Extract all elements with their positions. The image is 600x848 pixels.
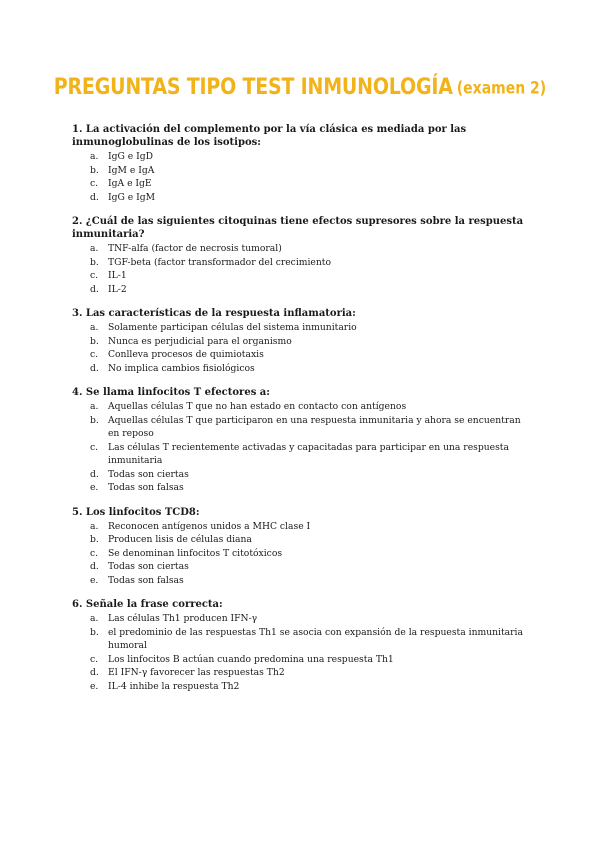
option-text: Solamente participan células del sistema inmunitario xyxy=(108,322,357,333)
option-item xyxy=(72,680,534,694)
option-list xyxy=(72,400,534,495)
question-text: 6. Señale la frase correcta: xyxy=(72,599,223,610)
option-item xyxy=(72,269,534,283)
option-letter: d. xyxy=(90,667,99,678)
option-item xyxy=(72,653,534,667)
option-letter: b. xyxy=(90,534,99,545)
option-item xyxy=(72,283,534,297)
question-text: 2. ¿Cuál de las siguientes citoquinas tiene efectos supresores sobre la respuesta inmunitaria? xyxy=(72,216,524,240)
option-text: Todas son falsas xyxy=(108,574,184,586)
option-text: Aquellas células T que no han estado en contacto con antígenos xyxy=(108,401,407,412)
option-item xyxy=(72,574,534,588)
option-letter: c. xyxy=(90,349,99,360)
question-6 xyxy=(72,598,534,693)
option-text: IgM e IgA xyxy=(108,164,155,176)
option-item xyxy=(72,468,534,482)
option-text: IgG e IgD xyxy=(108,151,154,162)
question-text: 5. Los linfocitos TCD8: xyxy=(72,506,200,518)
option-text: Las células T recientemente activadas y capacitadas para participar en una respuesta inmunitaria xyxy=(108,441,509,466)
question-2 xyxy=(72,215,534,296)
page-title xyxy=(0,76,600,98)
question-5 xyxy=(72,506,534,588)
option-letter: b. xyxy=(90,256,99,268)
option-item xyxy=(72,164,534,178)
option-letter: e. xyxy=(90,574,99,586)
option-item xyxy=(72,533,534,547)
option-item xyxy=(72,348,534,362)
question-text: 3. Las características de la respuesta inflamatoria: xyxy=(72,308,356,319)
option-item xyxy=(72,335,534,349)
option-letter: d. xyxy=(90,561,99,572)
option-letter: a. xyxy=(90,520,99,532)
option-letter: a. xyxy=(90,243,99,254)
option-list xyxy=(72,612,534,693)
option-letter: b. xyxy=(90,414,99,426)
option-text: TNF-alfa (factor de necrosis tumoral) xyxy=(108,243,282,254)
question-text: 1. La activación del complemento por la vía clásica es mediada por las inmunoglobulinas de los isotipos: xyxy=(72,124,467,148)
option-text: Todas son ciertas xyxy=(108,561,189,572)
option-item xyxy=(72,242,534,256)
option-list xyxy=(72,520,534,588)
option-letter: d. xyxy=(90,468,99,480)
question-3 xyxy=(72,307,534,375)
question-list xyxy=(72,123,534,704)
option-letter: c. xyxy=(90,441,99,453)
option-text: TGF-beta (factor transformador del crecimiento xyxy=(108,256,331,268)
option-text: Se denominan linfocitos T citotóxicos xyxy=(108,547,283,559)
option-item xyxy=(72,666,534,680)
option-text: El IFN-γ favorecer las respuestas Th2 xyxy=(108,667,285,678)
option-text: Reconocen antígenos unidos a MHC clase I xyxy=(108,520,311,532)
option-text: IL-2 xyxy=(108,283,127,295)
option-letter: b. xyxy=(90,164,99,176)
option-letter: a. xyxy=(90,151,99,162)
option-letter: e. xyxy=(90,482,99,493)
option-text: Conlleva procesos de quimiotaxis xyxy=(108,349,264,360)
option-letter: b. xyxy=(90,626,99,638)
option-item xyxy=(72,481,534,495)
question-4 xyxy=(72,386,534,495)
question-text: 4. Se llama linfocitos T efectores a: xyxy=(72,387,270,398)
option-item xyxy=(72,256,534,270)
option-item xyxy=(72,441,534,468)
option-text: el predominio de las respuestas Th1 se asocia con expansión de la respuesta inmunitaria humoral xyxy=(108,626,523,651)
option-item xyxy=(72,321,534,335)
option-text: Los linfocitos B actúan cuando predomina una respuesta Th1 xyxy=(108,653,394,665)
option-item xyxy=(72,177,534,191)
option-letter: a. xyxy=(90,401,99,412)
option-text: Las células Th1 producen IFN-γ xyxy=(108,613,258,624)
option-letter: a. xyxy=(90,322,99,333)
option-letter: c. xyxy=(90,178,99,189)
option-item xyxy=(72,414,534,441)
title-subtitle: (examen 2) xyxy=(456,79,547,99)
option-letter: c. xyxy=(90,270,99,281)
option-letter: d. xyxy=(90,191,99,203)
option-letter: b. xyxy=(90,335,99,347)
option-list xyxy=(72,242,534,296)
option-letter: c. xyxy=(90,653,99,665)
option-item xyxy=(72,612,534,626)
question-1 xyxy=(72,123,534,204)
option-item xyxy=(72,191,534,205)
option-text: IL-4 inhibe la respuesta Th2 xyxy=(108,680,240,692)
option-item xyxy=(72,400,534,414)
option-item xyxy=(72,626,534,653)
option-text: No implica cambios fisiológicos xyxy=(108,362,255,374)
option-letter: c. xyxy=(90,547,99,559)
option-item xyxy=(72,547,534,561)
option-item xyxy=(72,150,534,164)
option-text: IgA e IgE xyxy=(108,178,152,189)
option-letter: a. xyxy=(90,613,99,624)
option-text: Producen lisis de células diana xyxy=(108,534,252,545)
title-main: PREGUNTAS TIPO TEST INMUNOLOGÍA xyxy=(53,74,453,100)
option-list xyxy=(72,150,534,204)
option-text: IgG e IgM xyxy=(108,191,156,203)
option-item xyxy=(72,362,534,376)
option-text: Nunca es perjudicial para el organismo xyxy=(108,335,292,347)
option-letter: d. xyxy=(90,362,99,374)
option-item xyxy=(72,560,534,574)
option-item xyxy=(72,520,534,534)
option-text: Aquellas células T que participaron en una respuesta inmunitaria y ahora se encuentran en reposo xyxy=(108,414,521,439)
option-text: Todas son falsas xyxy=(108,482,184,493)
option-text: Todas son ciertas xyxy=(108,468,189,480)
option-list xyxy=(72,321,534,375)
option-text: IL-1 xyxy=(108,270,127,281)
option-letter: e. xyxy=(90,680,99,692)
option-letter: d. xyxy=(90,283,99,295)
